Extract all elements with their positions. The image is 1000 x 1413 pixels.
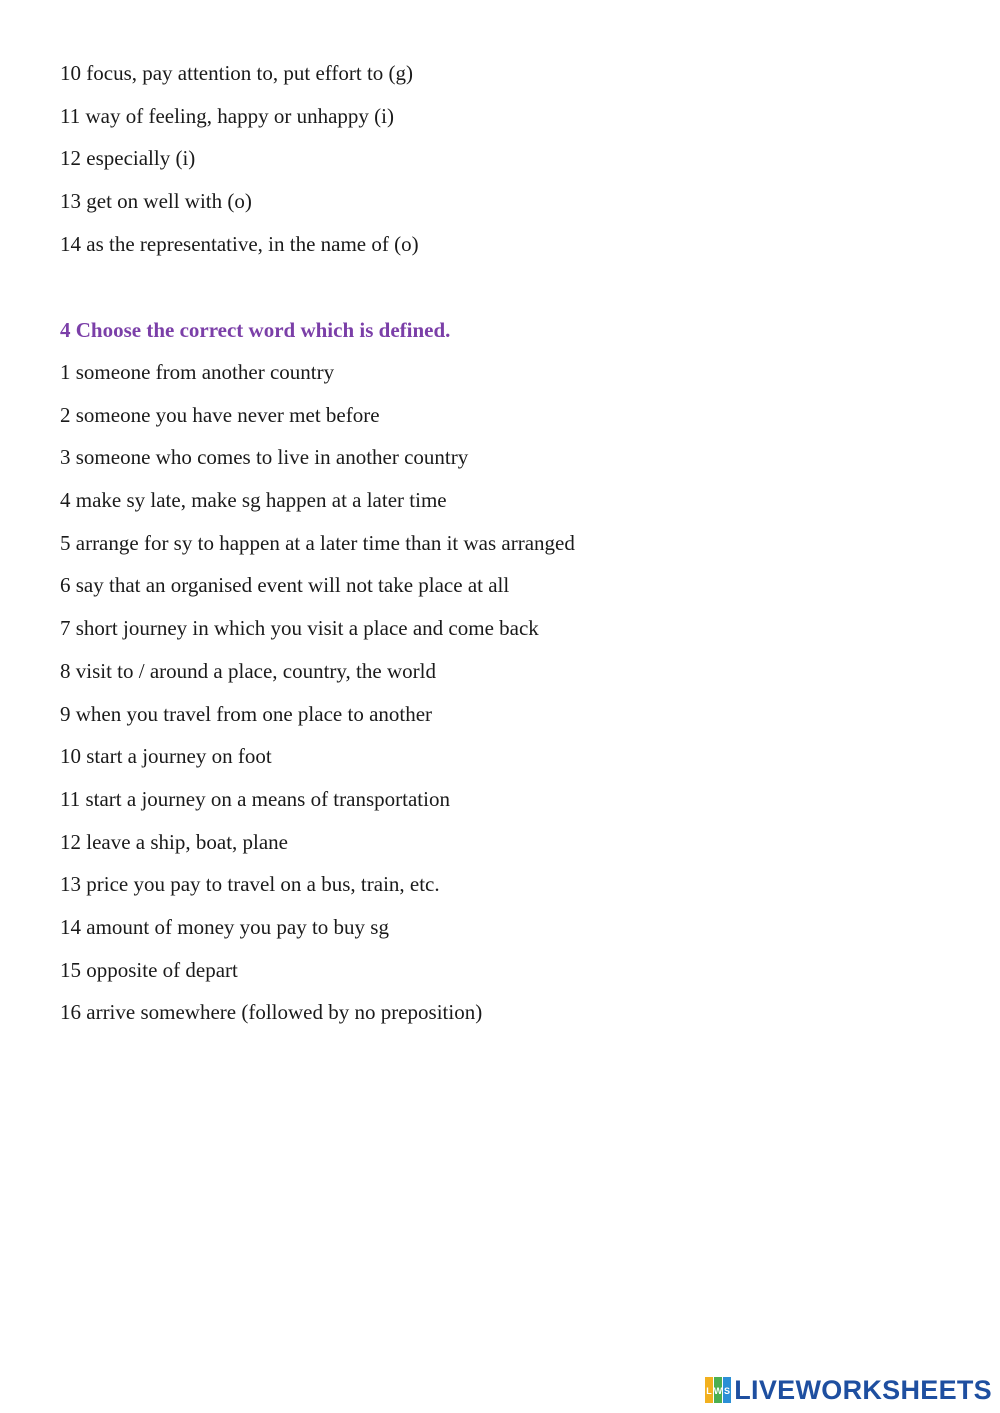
list-item: 14 as the representative, in the name of (o) [60,231,419,256]
section-4-heading: 4 Choose the correct word which is defined. [60,318,451,342]
list-item: 13 get on well with (o) [60,189,252,214]
list-item: 12 leave a ship, boat, plane [60,829,289,854]
list-item: 12 especially (i) [60,146,196,171]
liveworksheets-logo-icon [705,1377,731,1403]
list-item: 11 start a journey on a means of transportation [60,786,450,811]
list-item: 2 someone you have never met before [60,402,380,427]
list-item: 9 when you travel from one place to another [60,701,433,726]
list-item: 6 say that an organised event will not take place at all [60,573,510,598]
definition-list-section4 [60,351,575,1034]
list-item: 14 amount of money you pay to buy sg [60,914,389,939]
liveworksheets-logo [705,1375,992,1405]
list-item: 10 focus, pay attention to, put effort to (g) [60,61,414,85]
list-item: 10 start a journey on foot [60,744,272,769]
list-item: 16 arrive somewhere (followed by no preposition) [60,1000,483,1025]
svg-text:W: W [714,1386,723,1396]
list-item: 4 make sy late, make sg happen at a later time [60,488,447,513]
list-item: 3 someone who comes to live in another country [60,445,469,470]
list-item: 8 visit to / around a place, country, the world [60,658,436,683]
brand-name: LIVEWORKSHEETS [734,1374,992,1405]
list-item: 1 someone from another country [60,360,335,384]
list-item: 15 opposite of depart [60,957,238,982]
definition-list-part3 [60,52,419,265]
list-item: 5 arrange for sy to happen at a later time than it was arranged [60,530,575,555]
list-item: 11 way of feeling, happy or unhappy (i) [60,103,394,128]
list-item: 13 price you pay to travel on a bus, train, etc. [60,872,440,897]
list-item: 7 short journey in which you visit a place and come back [60,616,539,641]
svg-text:S: S [724,1386,731,1396]
svg-text:L: L [706,1386,713,1396]
